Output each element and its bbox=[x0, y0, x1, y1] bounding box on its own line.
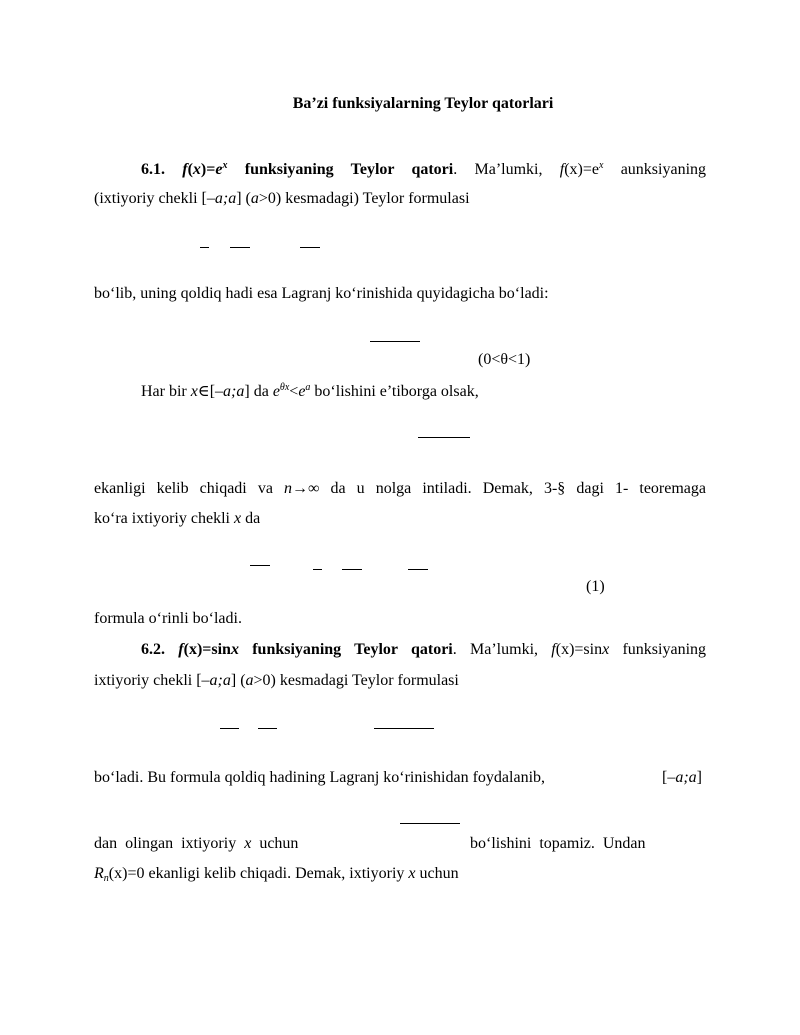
section-6-2-heading-line bbox=[141, 640, 706, 660]
var-x-inline: x bbox=[602, 641, 610, 658]
fraction-bar bbox=[342, 569, 362, 570]
var-x: x bbox=[233, 510, 242, 527]
paragraph-har-bir bbox=[141, 382, 479, 402]
bracket-close: ] bbox=[696, 769, 702, 786]
paragraph-kora bbox=[94, 509, 260, 529]
exp-e: e bbox=[215, 161, 223, 178]
interval-a-a bbox=[662, 768, 702, 788]
eq-sin-inline: =sin bbox=[574, 641, 603, 658]
fraction-bar bbox=[418, 437, 470, 438]
section-6-2-line-2 bbox=[94, 671, 459, 691]
text-ekanligi: =0 ekanligi kelib chiqadi. Demak, ixtiyoriy bbox=[127, 865, 409, 882]
var-a-a: a;a bbox=[223, 383, 245, 400]
section-6-1-heading: funksiyaning Teylor qatori bbox=[227, 161, 454, 178]
text-aunksiyaning: aunksiyaning bbox=[603, 161, 707, 178]
fraction-bar bbox=[220, 728, 239, 729]
var-x: x bbox=[408, 865, 416, 882]
sup-theta-x: θx bbox=[279, 382, 290, 393]
text-da: ] da bbox=[244, 383, 273, 400]
var-x: x bbox=[244, 835, 252, 852]
text-uchun: uchun bbox=[259, 835, 299, 852]
var-a-a: a;a bbox=[209, 672, 231, 689]
paren-x-inline: (x) bbox=[555, 641, 575, 658]
sup-x-inline: x bbox=[598, 160, 604, 171]
bracket-open: [– bbox=[662, 769, 676, 786]
var-a: a bbox=[245, 672, 254, 689]
text-da: da bbox=[241, 510, 261, 527]
paren-close-eq: )= bbox=[200, 161, 216, 178]
eq-sin: =sin bbox=[202, 641, 231, 658]
section-6-2-number: 6.2. bbox=[141, 641, 165, 658]
paragraph-formula-valid: formula o‘rinli bo‘ladi. bbox=[94, 610, 242, 627]
fraction-bar bbox=[200, 247, 209, 248]
fraction-bar bbox=[250, 565, 270, 566]
fraction-bar bbox=[258, 728, 277, 729]
sup-a: a bbox=[305, 382, 311, 393]
text-bolishini-topamiz: bo‘lishini topamiz. Undan bbox=[470, 835, 646, 852]
fraction-bar bbox=[408, 569, 428, 570]
exp-e: e bbox=[272, 383, 280, 400]
text-dan: dan olingan ixtiyoriy bbox=[94, 835, 237, 852]
var-x: x bbox=[190, 383, 198, 400]
text-ixtiyoriy: ixtiyoriy chekli [– bbox=[94, 672, 210, 689]
fraction-bar bbox=[370, 341, 420, 342]
paragraph-remainder-intro: bo‘lib, uning qoldiq hadi esa Lagranj ko‘rinishida quyidagicha bo‘ladi: bbox=[94, 285, 549, 302]
text-kesmadagi: >0) kesmadagi Teylor formulasi bbox=[253, 672, 459, 689]
text-har-bir: Har bir bbox=[141, 383, 191, 400]
page-title: Ba’zi funksiyalarning Teylor qatorlari bbox=[292, 95, 554, 112]
var-x: x bbox=[230, 641, 239, 658]
paragraph-bolad: bo‘ladi. Bu formula qoldiq hadining Lagranj ko‘rinishidan foydalanib, bbox=[94, 769, 546, 786]
var-n: n bbox=[284, 480, 292, 497]
paren-open: ( bbox=[187, 161, 193, 178]
paragraph-ekanligi bbox=[94, 479, 706, 499]
text-nolga: →∞ da u nolga intiladi. Demak, 3-§ dagi 1- teoremaga bbox=[292, 480, 706, 497]
text-malumki: . Ma’lumki, bbox=[452, 641, 552, 658]
sub-n: n bbox=[103, 873, 109, 884]
fraction-bar bbox=[313, 569, 322, 570]
exp-sup-x: x bbox=[222, 160, 228, 171]
paren-x: (x) bbox=[183, 641, 203, 658]
paragraph-rn bbox=[94, 864, 459, 884]
func-f: f bbox=[182, 161, 188, 178]
paren-x: (x) bbox=[108, 865, 128, 882]
equation-number: (1) bbox=[586, 578, 605, 595]
theta-condition: (0<θ<1) bbox=[478, 351, 531, 368]
eq-e-inline: =e bbox=[582, 161, 599, 178]
text-kora: ko‘ra ixtiyoriy chekli bbox=[94, 510, 234, 527]
text-dan-olingan bbox=[94, 834, 298, 854]
var-R: R bbox=[94, 865, 104, 882]
section-6-1-number: 6.1. bbox=[141, 161, 165, 178]
fraction-bar bbox=[230, 247, 250, 248]
less-than: < bbox=[289, 383, 299, 400]
section-6-1-line-2: (ixtiyoriy chekli [–a;a] (a>0) kesmadagi) Teylor formulasi bbox=[94, 190, 470, 207]
text-bolishini: bo‘lishini e’tiborga olsak, bbox=[310, 383, 479, 400]
text-ekanligi: ekanligi kelib chiqadi va bbox=[94, 480, 284, 497]
text-malumki: . Ma’lumki, bbox=[453, 161, 560, 178]
func-f: f bbox=[178, 641, 184, 658]
section-6-1-heading-line bbox=[141, 160, 706, 180]
fraction-bar bbox=[400, 823, 460, 824]
text-paren: ] ( bbox=[230, 672, 246, 689]
fraction-bar bbox=[300, 247, 320, 248]
func-f-inline: f bbox=[551, 641, 556, 658]
exp-e: e bbox=[298, 383, 306, 400]
text-funksiyaning: funksiyaning bbox=[609, 641, 707, 658]
paren-x-inline: (x) bbox=[564, 161, 583, 178]
var-a-a: a;a bbox=[675, 769, 697, 786]
var-x: x bbox=[192, 161, 201, 178]
text-uchun: uchun bbox=[415, 865, 459, 882]
text-in-interval: ∈[– bbox=[197, 383, 224, 400]
func-f-inline: f bbox=[559, 161, 565, 178]
section-6-2-heading: funksiyaning Teylor qatori bbox=[238, 641, 453, 658]
fraction-bar bbox=[374, 728, 434, 729]
